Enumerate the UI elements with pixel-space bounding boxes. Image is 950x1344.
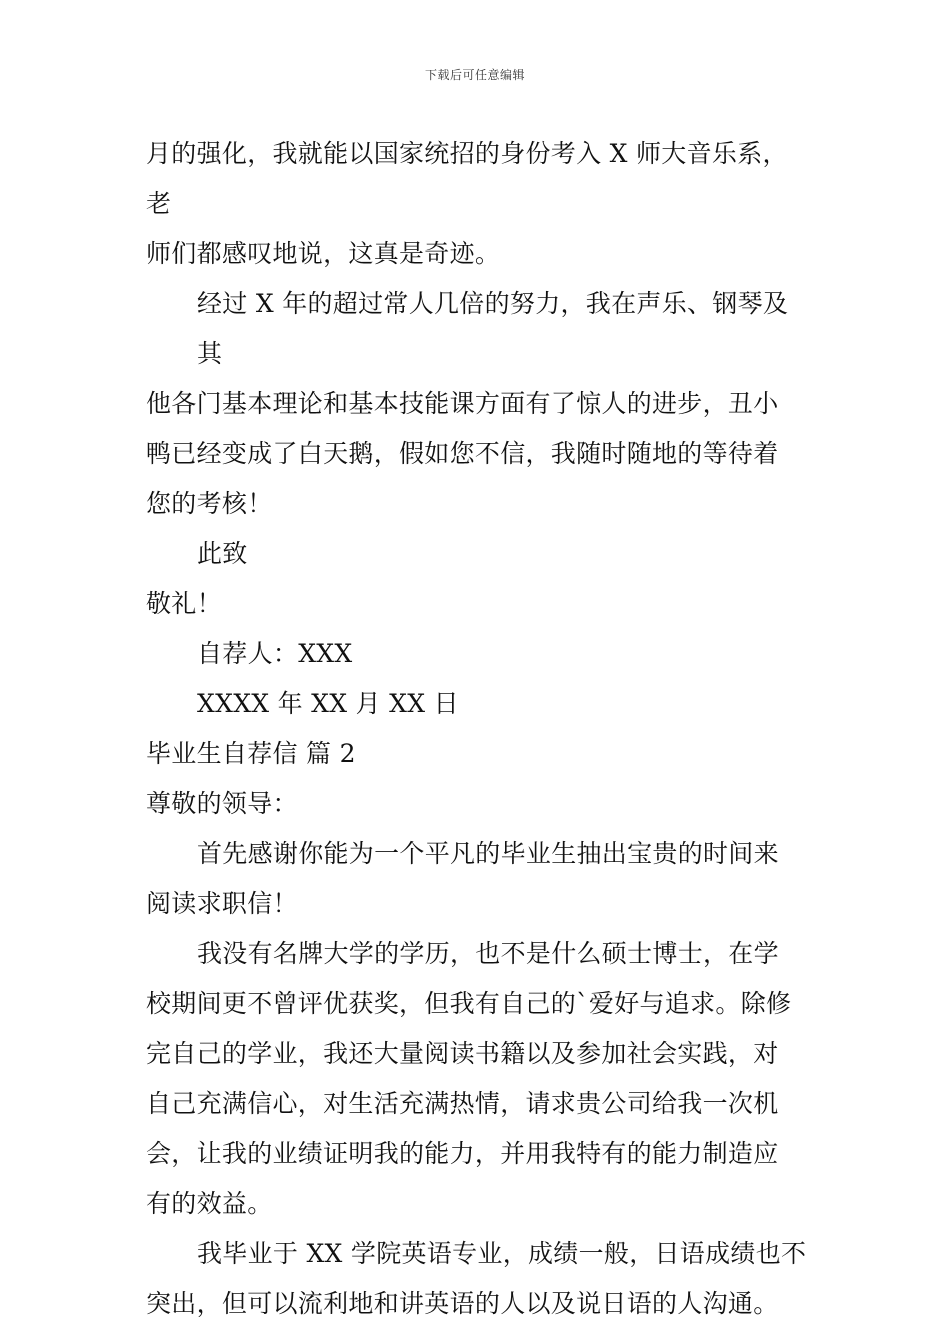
text-line: 我没有名牌大学的学历，也不是什么硕士博士，在学 (197, 939, 779, 968)
text-line: 会，让我的业绩证明我的能力，并用我特有的能力制造应 (146, 1139, 779, 1168)
text-line: 校期间更不曾评优获奖，但我有自己的`爱好与追求。除修 (146, 989, 792, 1018)
text-line: 他各门基本理论和基本技能课方面有了惊人的进步，丑小 (146, 389, 779, 418)
signer-line: 自荐人：XXX (197, 639, 353, 668)
text-line: 自己充满信心，对生活充满热情，请求贵公司给我一次机 (146, 1089, 779, 1118)
text-line: 月的强化，我就能以国家统招的身份考入 X 师大音乐系，老 (146, 139, 788, 218)
salutation: 尊敬的领导： (146, 789, 298, 818)
text-line: 首先感谢你能为一个平凡的毕业生抽出宝贵的时间来 (197, 839, 779, 868)
closing-line: 敬礼！ (146, 589, 222, 618)
header-note: 下载后可任意编辑 (424, 68, 525, 82)
text-line: 您的考核！ (146, 489, 273, 518)
text-line: 突出，但可以流利地和讲英语的人以及说日语的人沟通。 (146, 1289, 779, 1318)
document-body (146, 129, 811, 1329)
date-line: XXXX 年 XX 月 XX 日 (197, 689, 459, 718)
text-line: 经过 X 年的超过常人几倍的努力，我在声乐、钢琴及其 (197, 289, 789, 368)
text-line: 有的效益。 (146, 1189, 273, 1218)
text-line: 我毕业于 XX 学院英语专业，成绩一般，日语成绩也不 (197, 1239, 807, 1268)
text-line: 师们都感叹地说，这真是奇迹。 (146, 239, 501, 268)
closing-line: 此致 (197, 539, 248, 568)
text-line: 阅读求职信！ (146, 889, 298, 918)
text-line: 鸭已经变成了白天鹅，假如您不信，我随时随地的等待着 (146, 439, 779, 468)
text-line: 完自己的学业，我还大量阅读书籍以及参加社会实践，对 (146, 1039, 779, 1068)
section-title: 毕业生自荐信 篇 2 (146, 739, 356, 768)
